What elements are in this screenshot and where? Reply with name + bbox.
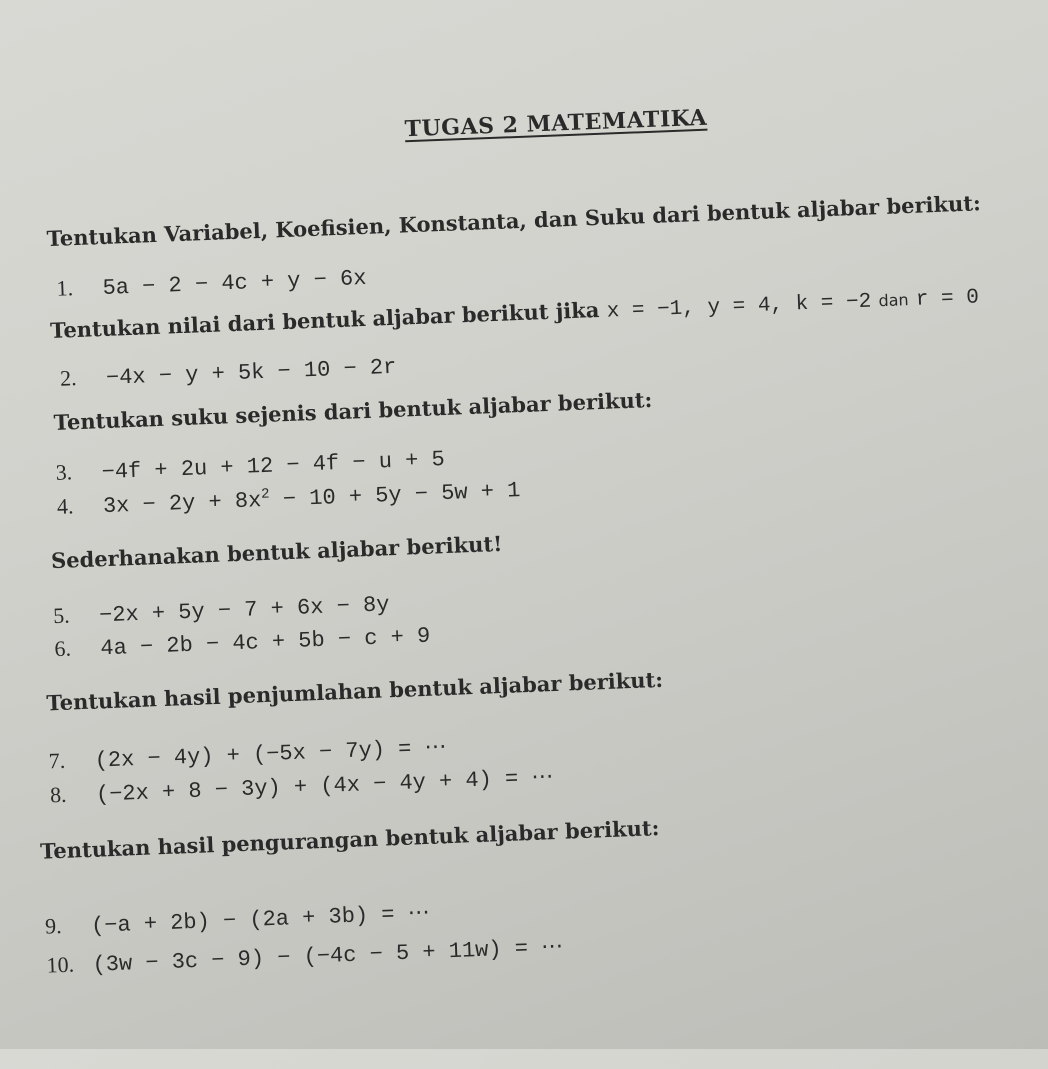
problem-9 — [45, 899, 431, 941]
worksheet-title: TUGAS 2 MATEMATIKA — [404, 104, 708, 143]
problem-expression: 4a − 2b − 4c + 5b − c + 9 — [99, 623, 431, 662]
instruction-1: Tentukan Variabel, Koefisien, Konstanta, dan Suku dari bentuk aljabar berikut: — [46, 190, 982, 252]
instruction-3: Tentukan suku sejenis dari bentuk aljabar berikut: — [53, 386, 653, 435]
instruction-5: Tentukan hasil penjumlahan bentuk aljabar berikut: — [46, 666, 664, 716]
problem-expression: −2x + 5y − 7 + 6x − 8y — [98, 592, 390, 629]
problem-number: 4. — [56, 493, 74, 519]
expression-part: − 10 + 5y − 5w + 1 — [269, 478, 521, 513]
problem-number: 2. — [59, 365, 78, 391]
problem-expression: (−a + 2b) − (2a + 3b) = ⋯ — [90, 900, 431, 939]
problem-number: 5. — [52, 602, 71, 629]
problem-expression: 5a − 2 − 4c + y − 6x — [102, 265, 367, 301]
problem-number: 6. — [53, 635, 72, 662]
problem-number: 8. — [49, 781, 67, 808]
problem-10 — [46, 933, 564, 980]
instruction-4: Sederhanakan bentuk aljabar berikut! — [50, 530, 503, 574]
problem-2 — [60, 353, 397, 393]
exponent: 2 — [260, 486, 270, 503]
problem-expression: (3w − 3c − 9) − (−4c − 5 + 11w) = ⋯ — [92, 934, 564, 978]
expression-part: 3x − 2y + 8x — [102, 488, 262, 520]
problem-number: 10. — [46, 951, 75, 978]
problem-expression: (2x − 4y) + (−5x − 7y) = ⋯ — [94, 735, 448, 774]
problem-expression: −4f + 2u + 12 − 4f − u + 5 — [101, 447, 446, 486]
problem-1 — [56, 264, 367, 303]
instruction-2-dan: dan — [878, 290, 909, 311]
instruction-6: Tentukan hasil pengurangan bentuk aljabar berikut: — [39, 815, 660, 864]
instruction-2-text: Tentukan nilai dari bentuk aljabar berikut jika — [49, 296, 600, 344]
problem-number: 9. — [44, 913, 63, 939]
problem-expression: −4x − y + 5k − 10 − 2r — [105, 354, 397, 391]
problem-expression — [103, 478, 521, 519]
instruction-2-condition-r: r = 0 — [915, 286, 980, 312]
problem-number: 1. — [56, 275, 74, 301]
problem-number: 3. — [55, 459, 73, 485]
instruction-2-condition: x = −1, y = 4, k = −2 — [606, 290, 872, 324]
problem-number: 7. — [48, 747, 66, 774]
problem-expression: (−2x + 8 − 3y) + (4x − 4y + 4) = ⋯ — [95, 765, 554, 808]
